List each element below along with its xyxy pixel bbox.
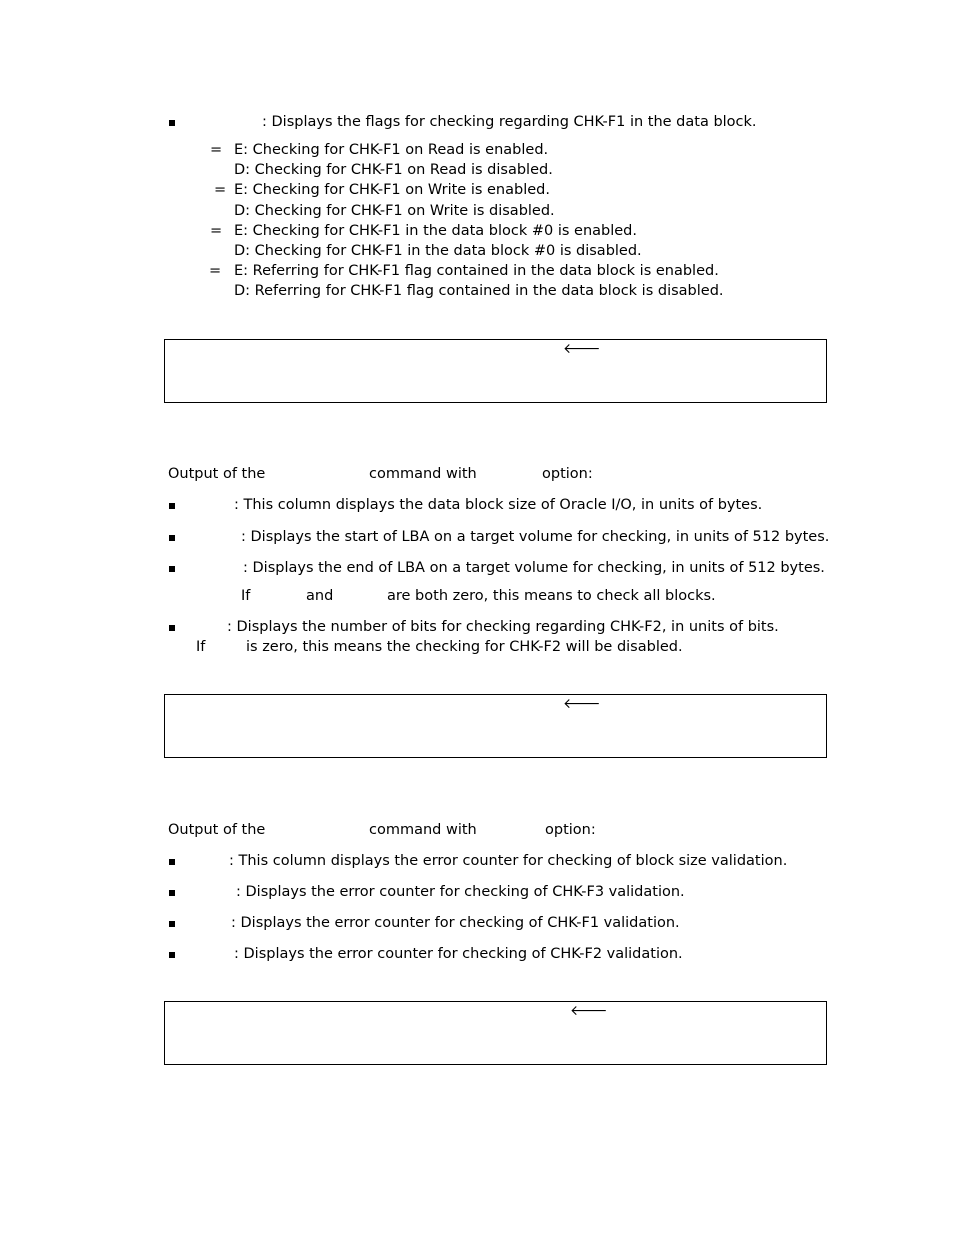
output-suffix: option: xyxy=(542,466,593,482)
flag-eq-3: = xyxy=(210,223,223,239)
command-box-1 xyxy=(164,339,827,403)
bullet xyxy=(169,120,175,126)
item-chk-f1-errors: : Displays the error counter for checking of CHK-F1 validation. xyxy=(231,915,680,931)
command-box-2 xyxy=(164,694,827,758)
flag-eq-1: = xyxy=(210,142,223,158)
flag-block0-enabled: E: Checking for CHK-F1 in the data block #0 is enabled. xyxy=(234,223,637,239)
bullet xyxy=(169,535,175,541)
output-mid: command with xyxy=(369,466,477,482)
output-mid: command with xyxy=(369,822,477,838)
flag-write-enabled: E: Checking for CHK-F1 on Write is enabled. xyxy=(234,182,550,198)
item-end-lba: : Displays the end of LBA on a target volume for checking, in units of 512 bytes. xyxy=(243,560,825,576)
flag-refer-enabled: E: Referring for CHK-F1 flag contained in the data block is enabled. xyxy=(234,263,719,279)
flag-refer-disabled: D: Referring for CHK-F1 flag contained in the data block is disabled. xyxy=(234,283,724,299)
flag-eq-2: = xyxy=(214,182,227,198)
note-if: If xyxy=(241,588,251,604)
arrow-left-icon: 🡐 xyxy=(570,1003,608,1019)
output-prefix: Output of the xyxy=(168,466,266,482)
bits-note-if: If xyxy=(196,639,206,655)
bullet xyxy=(169,921,175,927)
command-box-3 xyxy=(164,1001,827,1065)
flag-read-disabled: D: Checking for CHK-F1 on Read is disabled. xyxy=(234,162,553,178)
bits-note-rest: is zero, this means the checking for CHK-F2 will be disabled. xyxy=(246,639,683,655)
bullet xyxy=(169,566,175,572)
bullet xyxy=(169,859,175,865)
flag-write-disabled: D: Checking for CHK-F1 on Write is disabled. xyxy=(234,203,555,219)
bullet xyxy=(169,625,175,631)
arrow-left-icon: 🡐 xyxy=(563,696,601,712)
note-and: and xyxy=(306,588,334,604)
bullet xyxy=(169,952,175,958)
note-rest: are both zero, this means to check all blocks. xyxy=(387,588,716,604)
item-start-lba: : Displays the start of LBA on a target volume for checking, in units of 512 bytes. xyxy=(241,529,830,545)
flag-block0-disabled: D: Checking for CHK-F1 in the data block #0 is disabled. xyxy=(234,243,642,259)
output-prefix: Output of the xyxy=(168,822,266,838)
item-chk-f2-errors: : Displays the error counter for checking of CHK-F2 validation. xyxy=(234,946,683,962)
flags-description: : Displays the flags for checking regarding CHK-F1 in the data block. xyxy=(262,114,757,130)
output-suffix: option: xyxy=(545,822,596,838)
arrow-left-icon: 🡐 xyxy=(563,341,601,357)
bullet xyxy=(169,890,175,896)
item-block-size-errors: : This column displays the error counter for checking of block size validation. xyxy=(229,853,788,869)
item-chk-f3-errors: : Displays the error counter for checking of CHK-F3 validation. xyxy=(236,884,685,900)
bullet xyxy=(169,503,175,509)
flag-eq-4: = xyxy=(209,263,222,279)
flag-read-enabled: E: Checking for CHK-F1 on Read is enabled. xyxy=(234,142,549,158)
item-block-size: : This column displays the data block size of Oracle I/O, in units of bytes. xyxy=(234,497,763,513)
item-bits: : Displays the number of bits for checking regarding CHK-F2, in units of bits. xyxy=(227,619,779,635)
